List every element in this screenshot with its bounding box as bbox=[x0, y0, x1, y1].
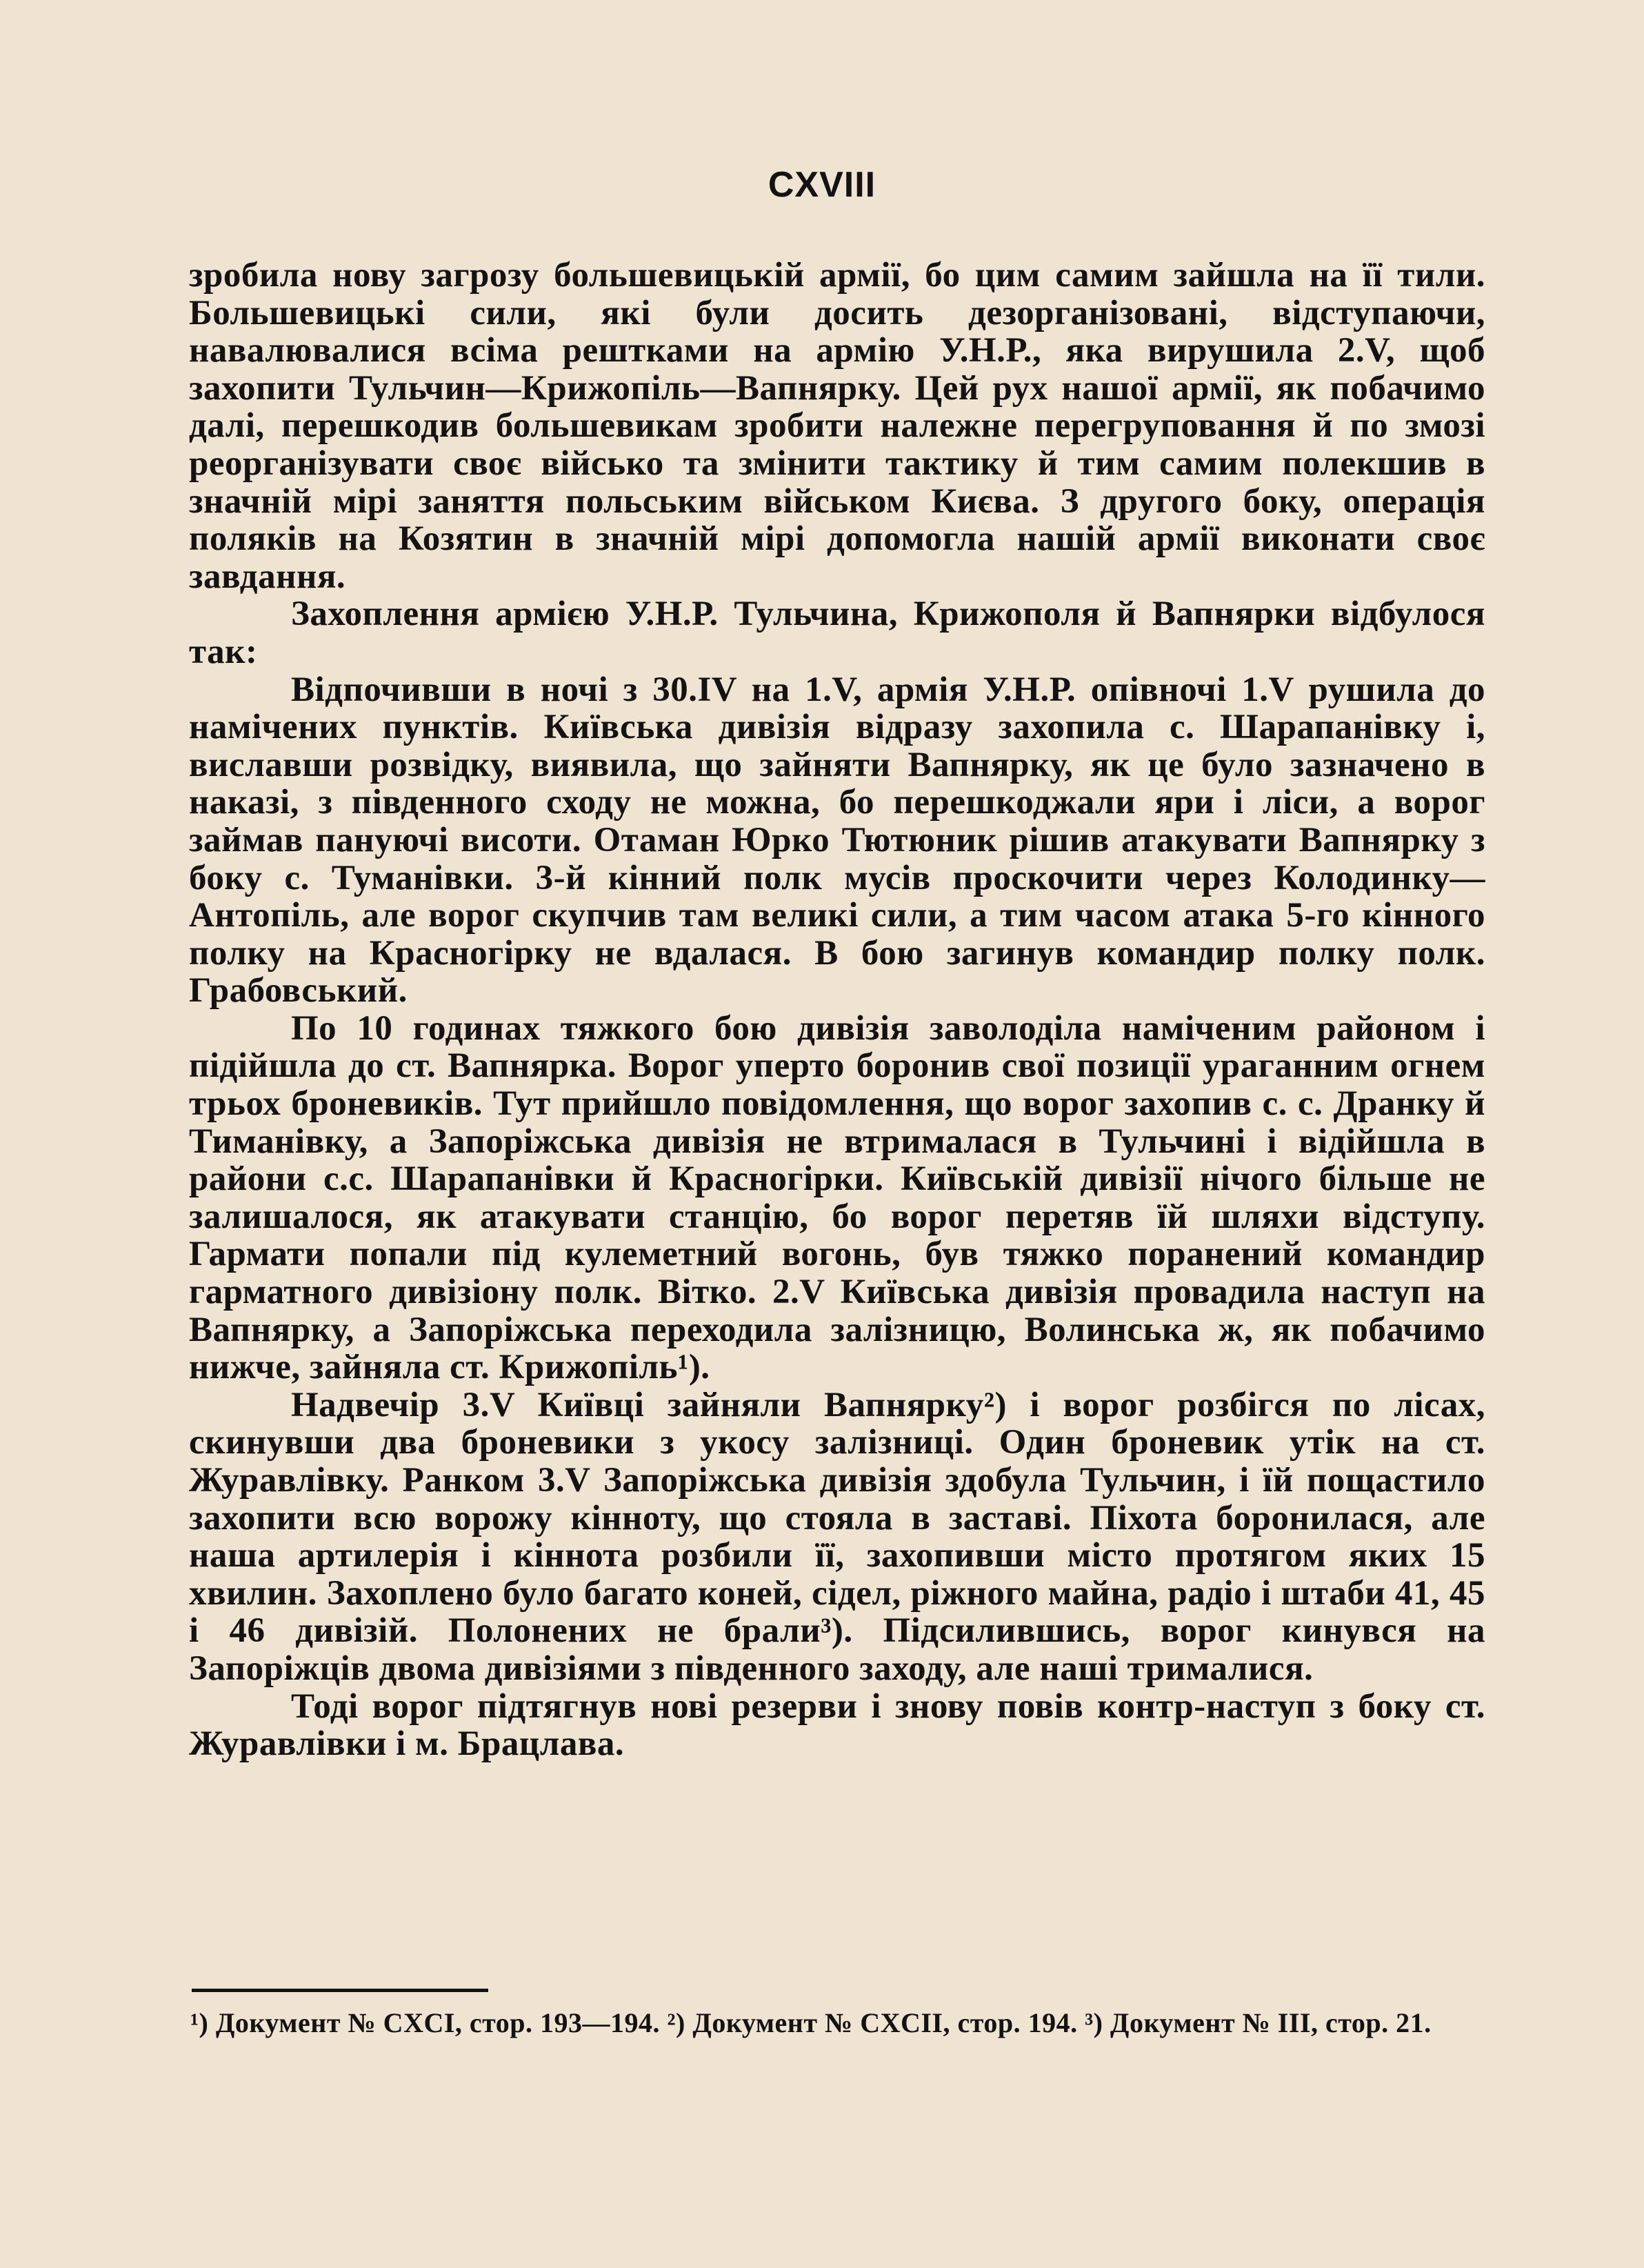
main-text bbox=[189, 257, 1485, 1763]
footnotes: ¹) Документ № CXCI, стор. 193—194. ²) Документ № CXCII, стор. 194. ³) Документ № III, стор. 21. bbox=[190, 2007, 1432, 2038]
paragraph-counter-offensive: Тоді ворог підтягнув нові резерви і знову повів контр-наступ з боку ст. Журавлівки і м. Брацлава. bbox=[189, 1687, 1485, 1764]
paragraph-capture-intro: Захоплення армією У.Н.Р. Тульчина, Крижополя й Вапнярки відбулося так: bbox=[189, 595, 1485, 671]
page-number: CXVIII bbox=[768, 165, 876, 205]
paragraph-battle-vapniarka: По 10 годинах тяжкого бою дивізія заволоділа наміченим районом і підійшла до ст. Вапнярка. Ворог уперто боронив свої позиції ураганним огнем трьох броневиків. Тут прийшло повідомлення, що ворог захопив с. с. Дранку й Тиманівку, а Запоріжська дивізія не втрималася в Тульчині і відійшла в райони с.с. Шарапанівки й Красногірки. Київській дивізії нічого більше не залишалося, як атакувати станцію, бо ворог перетяв їй шляхи відступу. Гармати попали під кулеметний вогонь, був тяжко поранений командир гарматного дивізіону полк. Вітко. 2.V Київська дивізія провадила наступ на Вапнярку, а Запоріжська переходила залізницю, Волинська ж, як побачимо нижче, зайняла ст. Крижопіль¹). bbox=[189, 1008, 1485, 1387]
paragraph-continuation: зробила нову загрозу большевицькій армії, бо цим самим зайшла на її тили. Большевицькі сили, які були досить дезорганізовані, відступаючи, навалювалися всіма рештками на армію У.Н.Р., яка вирушила 2.V, щоб захопити Тульчин—Крижопіль—Вапнярку. Цей рух нашої армії, як побачимо далі, перешкодив большевикам зробити належне перегруповання й по змозі реорганізувати своє військо та змінити тактику й тим самим полекшив в значній мірі заняття польським військом Києва. З другого боку, операція поляків на Козятин в значній мірі допомогла нашій армії виконати своє завдання. bbox=[189, 256, 1485, 596]
paragraph-evening-capture: Надвечір 3.V Київці зайняли Вапнярку²) і ворог розбігся по лісах, скинувши два броневики з укосу залізниці. Один броневик утік на ст. Журавлівку. Ранком 3.V Запоріжська дивізія здобула Тульчин, і їй пощастило захопити всю ворожу кінноту, що стояла в заставі. Піхота боронилася, але наша артилерія і кіннота розбили її, захопивши місто протягом яких 15 хвилин. Захоплено було багато коней, сідел, ріжного майна, радіо і штаби 41, 45 і 46 дивізій. Полонених не брали³). Підсилившись, ворог кинувся на Запоріжців двома дивізіями з південного заходу, але наші трималися. bbox=[189, 1385, 1485, 1688]
footnote-divider bbox=[192, 1989, 488, 1992]
paragraph-kyiv-division: Відпочивши в ночі з 30.IV на 1.V, армія У.Н.Р. опівночі 1.V рушила до намічених пунктів. Київська дивізія відразу захопила с. Шарапанівку і, виславши розвідку, виявила, що зайняти Вапнярку, як це було зазначено в наказі, з південного сходу не можна, бо перешкоджали яри і ліси, а ворог займав пануючі висоти. Отаман Юрко Тютюник рішив атакувати Вапнярку з боку с. Туманівки. 3-й кінний полк мусів проскочити через Колодинку—Антопіль, але ворог скупчив там великі сили, а тим часом атака 5-го кінного полку на Красногірку не вдалася. В бою загинув командир полку полк. Грабовський. bbox=[189, 670, 1485, 1011]
